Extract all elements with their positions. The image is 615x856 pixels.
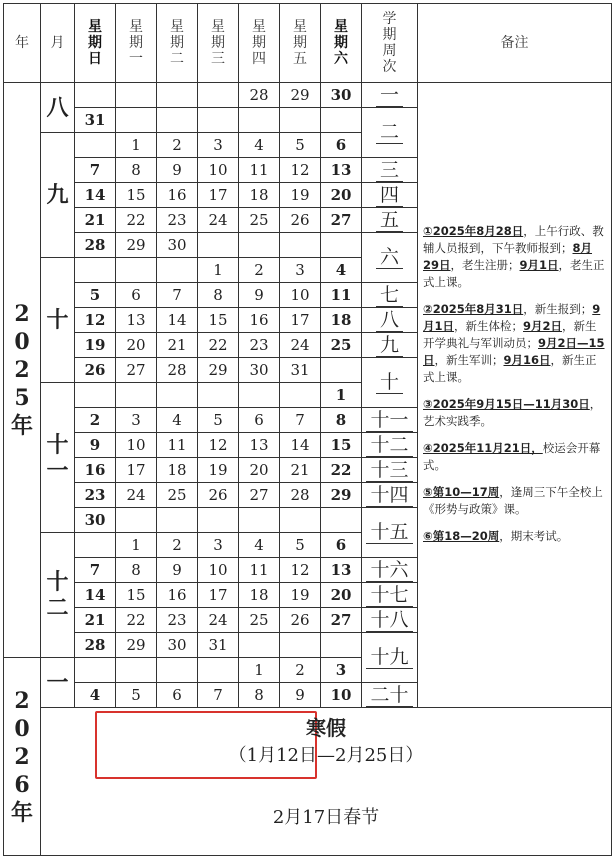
day-cell: 20 [321,183,362,208]
day-cell: 3 [280,258,321,283]
remark-text: ，上午行政、教辅人员报到，下午教师报到； [423,224,604,255]
spring-festival-date: 2月17日春节 [272,807,380,828]
month-cell [41,533,75,658]
month-cell [41,258,75,383]
week-number-cell [362,608,418,633]
day-cell: 25 [157,483,198,508]
day-cell: 2 [280,658,321,683]
week-number-cell [362,333,418,358]
monday-header [116,4,157,83]
day-cell [239,233,280,258]
winter-vacation-row [4,708,612,856]
day-cell [75,658,116,683]
day-cell: 26 [280,608,321,633]
day-cell: 24 [116,483,157,508]
week-number: 十七 [366,584,412,607]
day-cell: 7 [157,283,198,308]
day-cell: 17 [280,308,321,333]
week-number-header [362,4,418,83]
week-number: 九 [376,334,403,357]
day-cell: 16 [75,458,116,483]
month-label: 十二 [46,569,69,621]
wednesday-header [198,4,239,83]
remarks-header [418,4,612,83]
day-cell [116,83,157,108]
day-cell [321,508,362,533]
day-cell: 9 [280,683,321,708]
month-cell [41,83,75,133]
month-label: 八 [46,94,69,121]
day-cell [198,383,239,408]
tuesday-header-label: 星期二 [170,19,184,67]
day-cell: 4 [239,133,280,158]
day-cell [75,258,116,283]
week-number: 一 [376,84,403,107]
day-cell: 7 [198,683,239,708]
day-cell: 29 [280,83,321,108]
remark-date: ②2025年8月31日 [423,302,524,316]
remarks-cell [418,83,612,708]
week-number: 十六 [366,559,412,582]
remark-date: ④2025年11月21日， [423,441,543,455]
day-cell: 23 [157,608,198,633]
day-cell: 24 [280,333,321,358]
day-cell [198,508,239,533]
week-number: 十八 [366,609,412,632]
day-cell: 1 [116,533,157,558]
remark-item [423,440,607,474]
day-cell: 24 [198,208,239,233]
month-label: 十一 [46,431,69,484]
week-number: 七 [376,284,403,307]
remark-text: ，老生正式上课。 [423,258,605,289]
day-cell: 9 [239,283,280,308]
day-cell: 21 [157,333,198,358]
day-cell: 23 [75,483,116,508]
week-number-cell [362,283,418,308]
week-number-cell [362,433,418,458]
day-cell: 23 [239,333,280,358]
remark-date: ①2025年8月28日 [423,224,524,238]
remark-text: ，新生报到； [523,302,593,316]
day-cell [280,233,321,258]
week-number: 十九 [366,646,412,669]
day-cell [116,508,157,533]
day-cell: 4 [239,533,280,558]
day-cell [157,258,198,283]
day-cell: 3 [198,133,239,158]
remark-item [423,301,607,386]
day-cell: 29 [198,358,239,383]
day-cell: 23 [157,208,198,233]
day-cell: 4 [321,258,362,283]
week-number-cell [362,158,418,183]
day-cell: 12 [280,158,321,183]
day-cell: 22 [321,458,362,483]
day-cell [75,533,116,558]
week-number-cell [362,108,418,158]
day-cell: 28 [75,233,116,258]
day-cell: 13 [239,433,280,458]
remark-date: 9月1日 [423,302,601,333]
week-row [4,83,612,108]
day-cell [198,83,239,108]
day-cell: 5 [280,133,321,158]
remark-text: ，艺术实践季。 [423,397,602,428]
day-cell: 7 [75,158,116,183]
remark-item [423,396,607,430]
month-header-label: 月 [50,35,65,51]
day-cell: 22 [198,333,239,358]
day-cell [321,233,362,258]
day-cell: 4 [75,683,116,708]
remark-text: ，期末考试。 [499,529,569,543]
day-cell: 9 [75,433,116,458]
day-cell: 14 [75,183,116,208]
day-cell: 29 [116,233,157,258]
day-cell: 9 [157,158,198,183]
day-cell [280,508,321,533]
day-cell: 16 [239,308,280,333]
winter-vacation-cell [41,708,612,856]
remark-date: ⑤第10—17周 [423,485,500,499]
day-cell: 28 [280,483,321,508]
year-header [4,4,41,83]
day-cell: 15 [198,308,239,333]
week-number-cell [362,208,418,233]
week-number-header-label: 学期周次 [382,11,397,75]
friday-header [280,4,321,83]
day-cell: 3 [198,533,239,558]
day-cell: 9 [157,558,198,583]
day-cell: 10 [198,558,239,583]
monday-header-label: 星期一 [129,19,143,67]
day-cell [116,108,157,133]
day-cell [198,233,239,258]
day-cell: 11 [239,158,280,183]
month-label: 十 [46,307,69,333]
day-cell: 7 [280,408,321,433]
week-number-cell [362,558,418,583]
week-number: 二十 [366,684,412,707]
day-cell: 29 [116,633,157,658]
week-number: 八 [376,309,403,332]
day-cell: 21 [75,608,116,633]
year-label: 2025年 [11,301,34,439]
day-cell [75,83,116,108]
day-cell: 6 [116,283,157,308]
day-cell: 5 [116,683,157,708]
week-number: 十四 [366,484,412,507]
day-cell: 5 [198,408,239,433]
week-number: 十 [376,371,403,394]
day-cell: 14 [75,583,116,608]
day-cell: 13 [116,308,157,333]
day-cell: 10 [280,283,321,308]
day-cell: 19 [280,183,321,208]
week-number-cell [362,83,418,108]
day-cell: 16 [157,583,198,608]
day-cell: 31 [198,633,239,658]
day-cell: 19 [198,458,239,483]
remark-date: 9月2日—15日 [423,336,605,367]
remark-date: ③2025年9月15日—11月30日 [423,397,590,411]
week-number-cell [362,633,418,683]
day-cell [239,383,280,408]
day-cell: 1 [116,133,157,158]
day-cell: 18 [239,183,280,208]
day-cell: 25 [239,608,280,633]
day-cell: 22 [116,608,157,633]
day-cell: 29 [321,483,362,508]
day-cell: 26 [75,358,116,383]
year-header-label: 年 [15,35,29,51]
day-cell: 24 [198,608,239,633]
day-cell: 6 [321,133,362,158]
day-cell: 11 [157,433,198,458]
week-number: 六 [376,246,403,269]
day-cell: 8 [321,408,362,433]
day-cell [280,633,321,658]
day-cell [321,108,362,133]
day-cell: 19 [75,333,116,358]
day-cell: 14 [157,308,198,333]
remark-text: ，新生正式上课。 [423,353,597,384]
remark-item [423,484,607,518]
day-cell: 17 [198,183,239,208]
day-cell: 30 [239,358,280,383]
week-number-cell [362,183,418,208]
day-cell: 11 [239,558,280,583]
day-cell: 8 [116,158,157,183]
day-cell: 20 [239,458,280,483]
day-cell: 6 [321,533,362,558]
remark-date: ⑥第18—20周 [423,529,500,543]
day-cell: 10 [116,433,157,458]
remark-text: ，新生体检； [454,319,524,333]
week-number: 十二 [366,434,412,457]
day-cell: 7 [75,558,116,583]
day-cell: 1 [198,258,239,283]
week-number: 五 [376,209,403,232]
friday-header-label: 星期五 [293,19,307,67]
day-cell [157,83,198,108]
day-cell: 30 [75,508,116,533]
winter-vacation-dates: （1月12日—2月25日） [228,745,424,766]
day-cell [239,108,280,133]
day-cell: 2 [157,133,198,158]
week-number: 十五 [366,521,412,544]
day-cell: 25 [321,333,362,358]
day-cell: 15 [116,183,157,208]
day-cell: 27 [321,208,362,233]
week-number-cell [362,308,418,333]
day-cell: 3 [321,658,362,683]
year-cell [4,83,41,658]
day-cell [321,633,362,658]
remark-item [423,528,607,545]
day-cell: 20 [116,333,157,358]
day-cell [239,633,280,658]
saturday-header-label: 星期六 [334,19,348,67]
day-cell: 4 [157,408,198,433]
saturday-header [321,4,362,83]
day-cell: 18 [157,458,198,483]
day-cell: 2 [157,533,198,558]
week-number-cell [362,583,418,608]
thursday-header-label: 星期四 [252,19,266,67]
day-cell: 12 [198,433,239,458]
day-cell: 2 [239,258,280,283]
day-cell: 30 [157,233,198,258]
day-cell [157,658,198,683]
remark-text: ，逢周三下午全校上《形势与政策》课。 [423,485,603,516]
day-cell: 6 [157,683,198,708]
day-cell: 25 [239,208,280,233]
day-cell [116,658,157,683]
day-cell: 26 [280,208,321,233]
header-row [4,4,612,83]
remark-text: ，新生开学典礼与军训动员； [423,319,597,350]
day-cell: 12 [75,308,116,333]
day-cell: 1 [239,658,280,683]
wednesday-header-label: 星期三 [211,19,225,67]
day-cell: 10 [198,158,239,183]
month-cell [41,658,75,708]
month-cell [41,133,75,258]
week-number: 三 [376,159,403,182]
day-cell: 27 [239,483,280,508]
remark-text: 校运会开幕式。 [423,441,601,472]
day-cell: 19 [280,583,321,608]
day-cell: 21 [280,458,321,483]
week-number-cell [362,358,418,408]
week-number-cell [362,483,418,508]
day-cell: 28 [75,633,116,658]
day-cell: 17 [198,583,239,608]
day-cell: 30 [321,83,362,108]
day-cell: 31 [75,108,116,133]
day-cell [157,383,198,408]
day-cell: 8 [239,683,280,708]
day-cell [280,383,321,408]
day-cell: 11 [321,283,362,308]
remark-date: 9月16日 [503,353,551,367]
day-cell: 14 [280,433,321,458]
day-cell: 31 [280,358,321,383]
day-cell [198,108,239,133]
week-number-cell [362,458,418,483]
year-label: 2026年 [11,687,34,826]
month-cell [41,383,75,533]
month-label: 九 [46,182,69,208]
day-cell: 26 [198,483,239,508]
day-cell: 27 [116,358,157,383]
winter-vacation-title: 寒假 [306,716,346,740]
day-cell: 1 [321,383,362,408]
calendar-table [3,3,612,856]
week-number-cell [362,683,418,708]
sunday-header [75,4,116,83]
tuesday-header [157,4,198,83]
day-cell: 28 [157,358,198,383]
remark-text: ，新生军训； [434,353,504,367]
day-cell: 13 [321,158,362,183]
day-cell: 12 [280,558,321,583]
day-cell: 15 [321,433,362,458]
remark-date: 9月1日 [519,258,559,272]
day-cell [116,383,157,408]
day-cell [157,508,198,533]
day-cell [321,358,362,383]
month-header [41,4,75,83]
week-number: 二 [376,121,403,144]
remark-date: 9月2日 [523,319,563,333]
day-cell: 17 [116,458,157,483]
week-number-cell [362,233,418,283]
day-cell: 6 [239,408,280,433]
day-cell: 27 [321,608,362,633]
month-label: 一 [46,669,69,696]
sunday-header-label: 星期日 [88,19,102,67]
day-cell: 13 [321,558,362,583]
day-cell: 28 [239,83,280,108]
day-cell: 5 [280,533,321,558]
day-cell [75,133,116,158]
day-cell: 30 [157,633,198,658]
day-cell: 5 [75,283,116,308]
day-cell [239,508,280,533]
week-number: 十三 [366,459,412,482]
day-cell: 8 [198,283,239,308]
day-cell: 21 [75,208,116,233]
remark-item [423,223,607,291]
day-cell: 18 [239,583,280,608]
day-cell: 15 [116,583,157,608]
day-cell [280,108,321,133]
remarks-header-label: 备注 [500,35,529,51]
day-cell: 2 [75,408,116,433]
day-cell [157,108,198,133]
week-number: 十一 [366,409,412,432]
remark-date: 8月29日 [423,241,593,272]
day-cell: 20 [321,583,362,608]
week-number: 四 [376,184,403,207]
week-number-cell [362,408,418,433]
day-cell: 8 [116,558,157,583]
day-cell: 16 [157,183,198,208]
day-cell: 18 [321,308,362,333]
thursday-header [239,4,280,83]
day-cell [75,383,116,408]
day-cell: 3 [116,408,157,433]
remark-text: ，老生注册； [450,258,520,272]
day-cell: 10 [321,683,362,708]
day-cell [198,658,239,683]
week-number-cell [362,508,418,558]
day-cell [116,258,157,283]
day-cell: 22 [116,208,157,233]
